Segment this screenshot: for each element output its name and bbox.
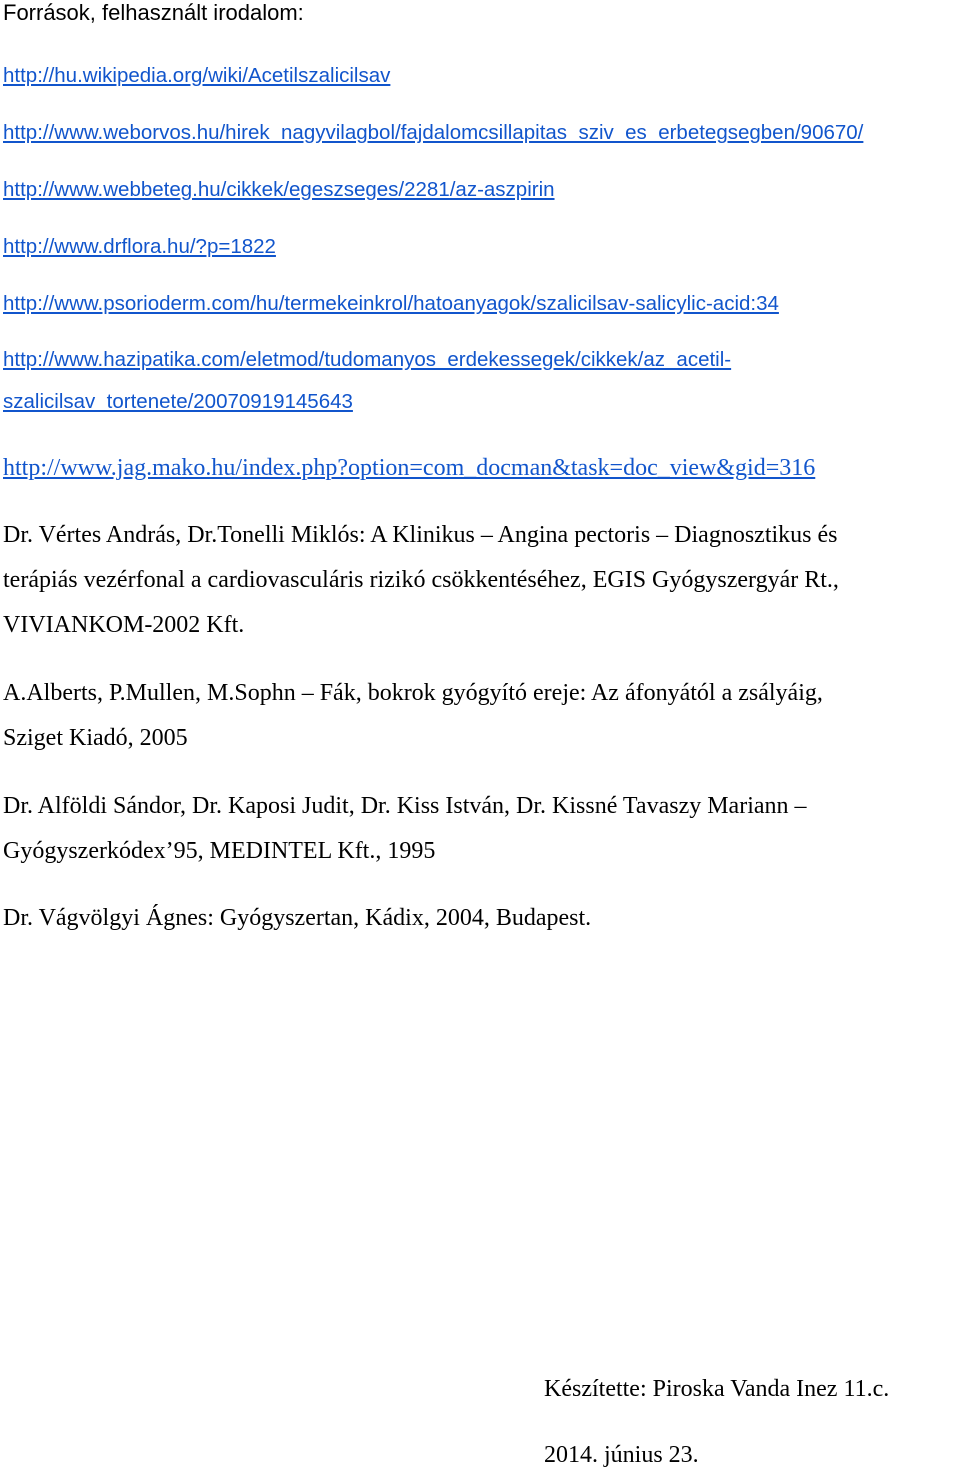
source-link-webbeteg[interactable]: http://www.webbeteg.hu/cikkek/egeszseges/2281/az-aszpirin bbox=[3, 178, 555, 201]
page-heading: Források, felhasznált irodalom: bbox=[3, 0, 304, 25]
reference-alberts-line-2: Sziget Kiadó, 2005 bbox=[3, 725, 188, 751]
reference-vertes-tonelli-line-1: Dr. Vértes András, Dr.Tonelli Miklós: A Klinikus – Angina pectoris – Diagnosztikus és bbox=[3, 522, 838, 548]
source-link-wikipedia[interactable]: http://hu.wikipedia.org/wiki/Acetilszalicilsav bbox=[3, 64, 391, 87]
source-link-hazipatika-continued[interactable]: szalicilsav_tortenete/20070919145643 bbox=[3, 390, 353, 413]
reference-vertes-tonelli-line-3: VIVIANKOM-2002 Kft. bbox=[3, 612, 245, 638]
reference-alfoldi-line-1: Dr. Alföldi Sándor, Dr. Kaposi Judit, Dr. Kiss István, Dr. Kissné Tavaszy Mariann – bbox=[3, 793, 807, 819]
source-link-psorioderm[interactable]: http://www.psorioderm.com/hu/termekeinkrol/hatoanyagok/szalicilsav-salicylic-acid:34 bbox=[3, 292, 779, 315]
reference-vertes-tonelli-line-2: terápiás vezérfonal a cardiovasculáris rizikó csökkentéséhez, EGIS Gyógyszergyár Rt., bbox=[3, 567, 839, 593]
reference-alberts-line-1: A.Alberts, P.Mullen, M.Sophn – Fák, bokrok gyógyító ereje: Az áfonyától a zsályáig, bbox=[3, 680, 823, 706]
reference-alfoldi-line-2: Gyógyszerkódex’95, MEDINTEL Kft., 1995 bbox=[3, 838, 436, 864]
source-link-hazipatika[interactable]: http://www.hazipatika.com/eletmod/tudomanyos_erdekessegek/cikkek/az_acetil- bbox=[3, 348, 732, 371]
source-link-jag-mako[interactable]: http://www.jag.mako.hu/index.php?option=com_docman&task=doc_view&gid=316 bbox=[3, 455, 816, 481]
source-link-weborvos[interactable]: http://www.weborvos.hu/hirek_nagyvilagbol/fajdalomcsillapitas_sziv_es_erbetegsegben/90670/ bbox=[3, 121, 864, 144]
author-credit: Készítette: Piroska Vanda Inez 11.c. bbox=[544, 1376, 890, 1402]
document-date: 2014. június 23. bbox=[544, 1442, 699, 1468]
source-link-drflora[interactable]: http://www.drflora.hu/?p=1822 bbox=[3, 235, 276, 258]
reference-vagvolgyi: Dr. Vágvölgyi Ágnes: Gyógyszertan, Kádix, 2004, Budapest. bbox=[3, 905, 592, 931]
